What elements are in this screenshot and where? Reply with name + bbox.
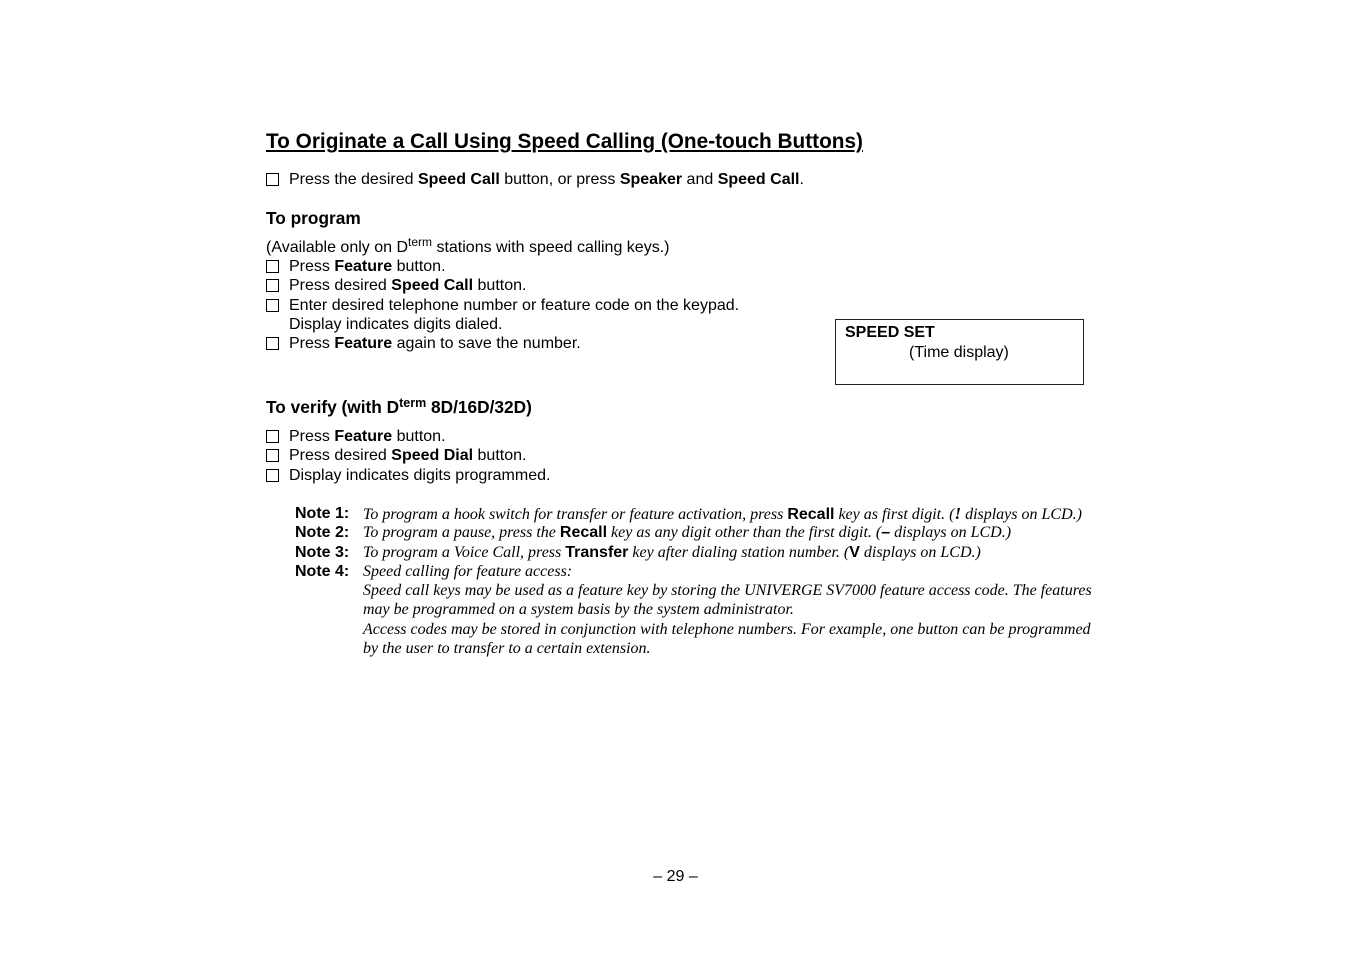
key-name: Speed Call: [717, 171, 800, 188]
text-fragment: displays on LCD.): [961, 506, 1082, 523]
program-step-2: [266, 276, 886, 295]
text-fragment: (Available only on D: [266, 239, 409, 256]
text-fragment: displays on LCD.): [859, 544, 981, 561]
checkbox-square-icon: [266, 173, 279, 186]
lcd-symbol: –: [881, 524, 891, 541]
note-3-text: [363, 543, 981, 562]
checkbox-square-icon: [266, 449, 279, 462]
text-fragment: and: [682, 171, 718, 188]
text-fragment: Press the desired: [289, 171, 418, 188]
availability-note: [266, 235, 670, 257]
step-text: [289, 334, 581, 353]
text-fragment: To program a pause, press the: [363, 524, 560, 541]
text-fragment: button, or press: [499, 171, 620, 188]
step-text: [289, 427, 446, 446]
note-4-line: by the user to transfer to a certain extension.: [363, 640, 651, 657]
key-name: Speed Dial: [391, 447, 474, 464]
key-name: Speed Call: [391, 277, 474, 294]
checkbox-square-icon: [266, 469, 279, 482]
text-fragment: To program a Voice Call, press: [363, 544, 566, 561]
superscript: term: [408, 235, 433, 249]
note-2-text: [363, 523, 1011, 542]
note-4-text: Speed calling for feature access:: [363, 563, 573, 580]
text-fragment: button.: [392, 258, 446, 275]
key-name: Feature: [334, 335, 393, 352]
text-fragment: To verify (with D: [266, 397, 400, 417]
text-fragment: .: [799, 171, 804, 188]
key-name: Feature: [334, 258, 393, 275]
text-fragment: Press: [289, 335, 335, 352]
checkbox-square-icon: [266, 279, 279, 292]
verify-step-1: [266, 427, 886, 446]
verify-heading: [266, 396, 532, 418]
note-4-line: Speed call keys may be used as a feature key by storing the UNIVERGE SV7000 feature access code. The features: [363, 582, 1092, 599]
key-name: Recall: [559, 524, 608, 541]
key-name: Recall: [787, 506, 835, 523]
checkbox-square-icon: [266, 337, 279, 350]
step-text: [289, 446, 526, 465]
note-1-text: [363, 504, 1082, 524]
text-fragment: stations with speed calling keys.): [432, 239, 670, 256]
step-text: Display indicates digits programmed.: [289, 467, 551, 484]
key-name: Speaker: [619, 171, 683, 188]
text-fragment: key as any digit other than the first digit. (: [607, 524, 882, 541]
text-fragment: button.: [473, 277, 527, 294]
step-text: Enter desired telephone number or feature code on the keypad.: [289, 297, 740, 314]
note-1-label: Note 1:: [295, 505, 350, 522]
page-title: To Originate a Call Using Speed Calling (One-touch Buttons): [266, 130, 863, 153]
program-step-3-detail: Display indicates digits dialed.: [289, 316, 503, 333]
text-fragment: Press: [289, 428, 335, 445]
text-fragment: again to save the number.: [392, 335, 581, 352]
program-step-1: [266, 257, 886, 276]
display-line-2: (Time display): [909, 344, 1009, 361]
lcd-symbol: V: [849, 544, 860, 561]
checkbox-square-icon: [266, 299, 279, 312]
program-heading: To program: [266, 208, 361, 228]
text-fragment: button.: [392, 428, 446, 445]
text-fragment: Press: [289, 258, 335, 275]
key-name: Feature: [334, 428, 393, 445]
page-number: – 29 –: [653, 868, 698, 885]
text-fragment: Press desired: [289, 277, 392, 294]
program-step-3: [266, 296, 886, 315]
display-line-1: SPEED SET: [845, 324, 935, 341]
text-fragment: 8D/16D/32D): [426, 397, 532, 417]
key-name: Transfer: [565, 544, 629, 561]
superscript: term: [399, 396, 427, 410]
note-4-line: Access codes may be stored in conjunction with telephone numbers. For example, one button can be programmed: [363, 621, 1091, 638]
text-fragment: displays on LCD.): [890, 524, 1012, 541]
text-fragment: button.: [473, 447, 527, 464]
text-fragment: Press desired: [289, 447, 392, 464]
note-4-line: may be programmed on a system basis by the system administrator.: [363, 601, 794, 618]
checkbox-square-icon: [266, 260, 279, 273]
step-text: [289, 276, 526, 295]
lcd-symbol: !: [954, 504, 962, 523]
step-text: [289, 257, 446, 276]
key-name: Speed Call: [417, 171, 500, 188]
step-text: [289, 170, 804, 189]
note-3-label: Note 3:: [295, 544, 350, 561]
text-fragment: key as first digit. (: [834, 506, 955, 523]
note-2-label: Note 2:: [295, 524, 350, 541]
text-fragment: To program a hook switch for transfer or feature activation, press: [363, 506, 788, 523]
text-fragment: key after dialing station number. (: [628, 544, 850, 561]
originate-step: [266, 170, 886, 189]
verify-step-2: [266, 446, 886, 465]
verify-step-3: [266, 466, 886, 485]
checkbox-square-icon: [266, 430, 279, 443]
program-step-4: [266, 334, 886, 353]
note-4-label: Note 4:: [295, 563, 350, 580]
